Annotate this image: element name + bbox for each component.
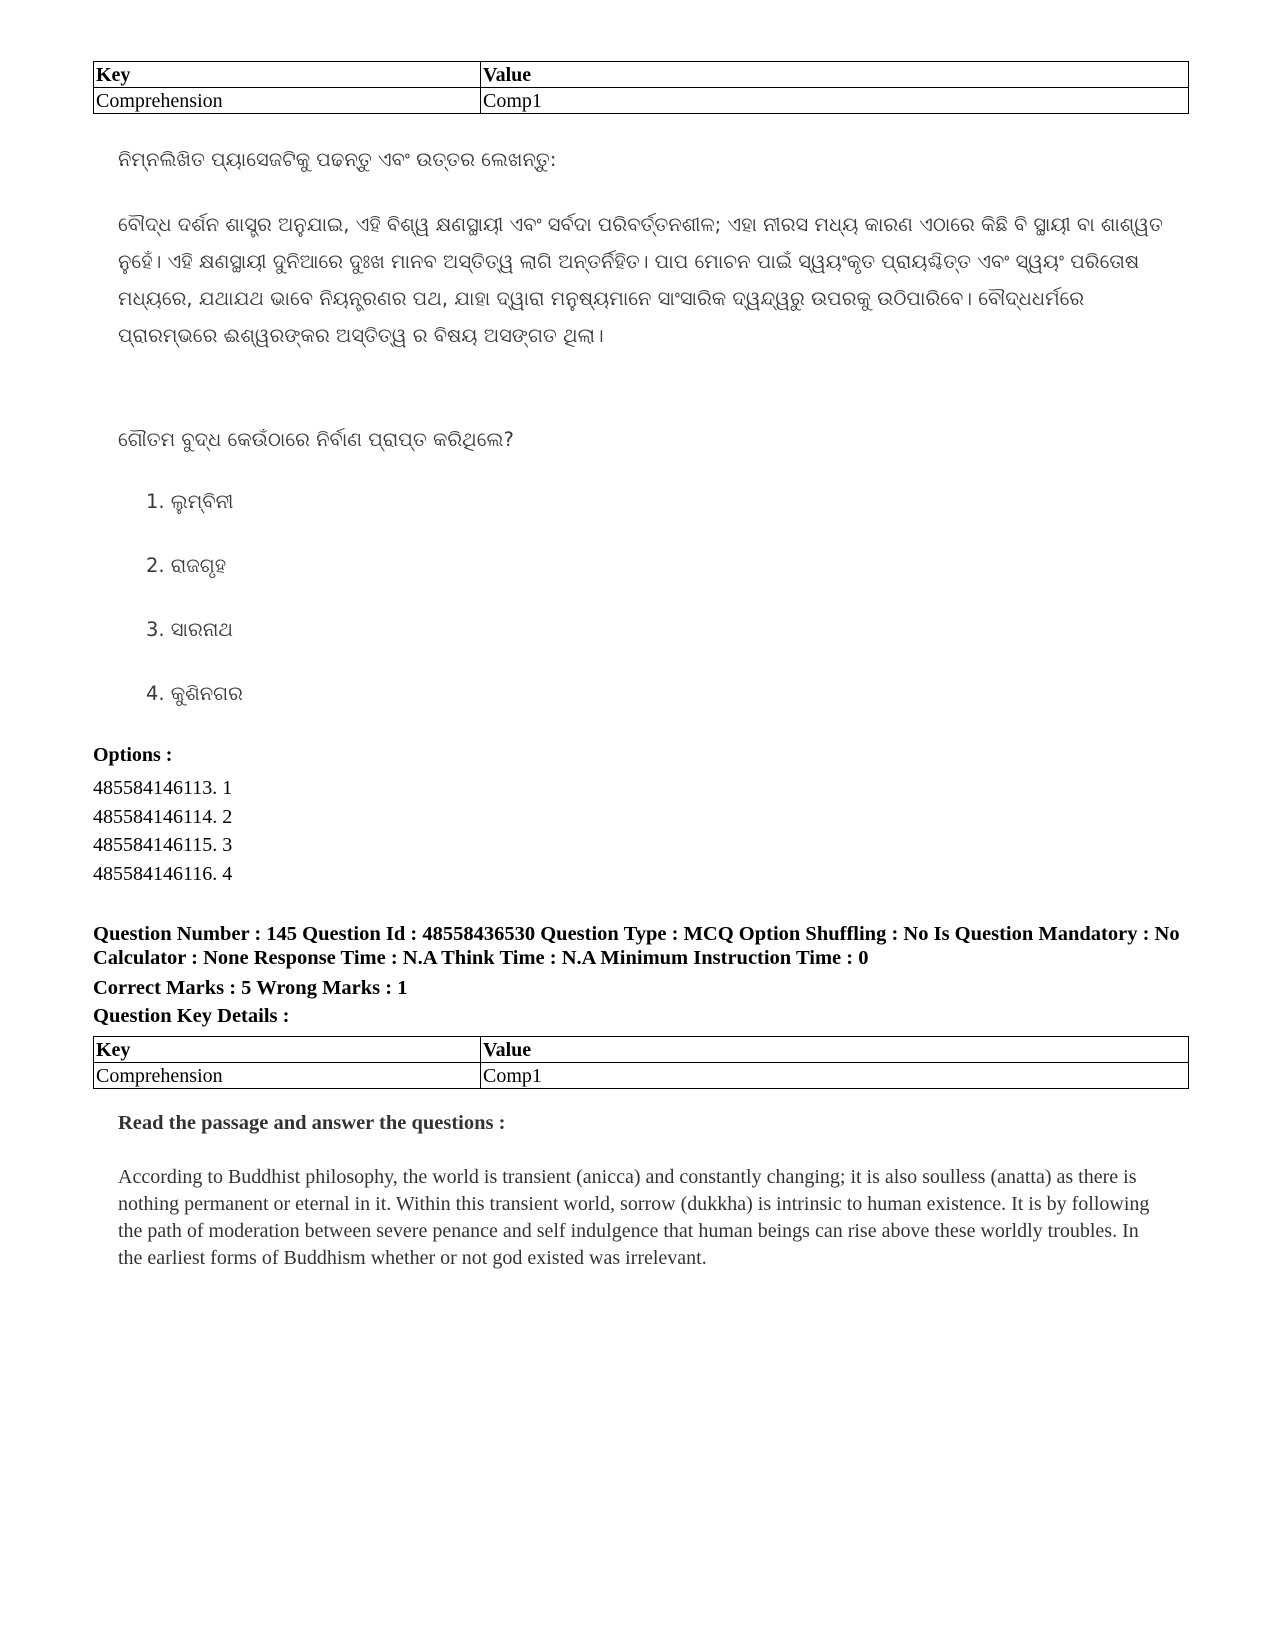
odia-question: ଗୌତମ ବୁଦ୍ଧ କେଉଁଠାରେ ନିର୍ବାଣ ପ୍ରାପ୍ତ କରିଥିଲେ? <box>118 428 514 451</box>
key-value-table-bottom <box>93 1036 1189 1089</box>
table-header-value: Value <box>481 62 1189 88</box>
table-header-key: Key <box>94 62 481 88</box>
odia-option: 1. ଲୁମ୍ବିନୀ <box>146 490 234 513</box>
option-id-item: 485584146113. 1 <box>93 777 233 799</box>
table-cell-key: Comprehension <box>94 1063 481 1089</box>
options-heading: Options : <box>93 744 173 766</box>
table-cell-value: Comp1 <box>481 88 1189 114</box>
marks-info: Correct Marks : 5 Wrong Marks : 1 <box>93 977 408 999</box>
odia-option: 2. ରାଜଗୃହ <box>146 554 227 577</box>
table-header-key: Key <box>94 1037 481 1063</box>
option-id-item: 485584146114. 2 <box>93 805 233 828</box>
odia-option-list <box>146 490 243 746</box>
options-id-list <box>93 774 232 888</box>
table-header-row <box>94 1037 1189 1063</box>
odia-option: 4. କୁଶିନଗର <box>146 682 243 705</box>
key-value-table-top <box>93 61 1189 114</box>
english-passage-heading: Read the passage and answer the questions : <box>118 1112 506 1134</box>
table-header-row <box>94 62 1189 88</box>
question-meta-info: Question Number : 145 Question Id : 48558436530 Question Type : MCQ Option Shuffling : No Is Question Mandatory : No Calculator : None Response Time : N.A Think Time : N.A Minimum Instruction Time : 0 <box>93 923 1180 969</box>
odia-option: 3. ସାରନାଥ <box>146 618 234 641</box>
table-row <box>94 1063 1189 1089</box>
option-id-item: 485584146116. 4 <box>93 862 233 885</box>
table-row <box>94 88 1189 114</box>
odia-passage-intro: ନିମ୍ନଲିଖିତ ପ୍ୟାସେଜଟିକୁ ପଢନ୍ତୁ ଏବଂ ଉତ୍ତର ଲେଖନ୍ତୁ: <box>118 148 557 171</box>
question-key-details-heading: Question Key Details : <box>93 1005 290 1027</box>
table-cell-key: Comprehension <box>94 88 481 114</box>
table-header-value: Value <box>481 1037 1189 1063</box>
odia-passage-text: ବୌଦ୍ଧ ଦର୍ଶନ ଶାସ୍ତ୍ର ଅନୁଯାଇ, ଏହି ବିଶ୍ୱ କ୍ଷଣସ୍ଥାୟୀ ଏବଂ ସର୍ବଦା ପରିବର୍ତ୍ତନଶୀଳ; ଏହା ନୀରସ ମଧ୍ୟ କାରଣ ଏଠାରେ କିଛି ବି ସ୍ଥାୟୀ ବା ଶାଶ୍ୱତ ନୁହେଁ। ଏହି କ୍ଷଣସ୍ଥାୟୀ ଦୁନିଆରେ ଦୁଃଖ ମାନବ ଅସ୍ତିତ୍ୱ ଲାଗି ଅନ୍ତର୍ନିହିତ। ପାପ ମୋଚନ ପାଇଁ ସ୍ୱୟଂକୃତ ପ୍ରାୟଶ୍ଚିତ୍ତ ଏବଂ ସ୍ୱୟଂ ପରିତୋଷ ମଧ୍ୟରେ, ଯଥାଯଥ ଭାବେ ନିୟନ୍ତ୍ରଣର ପଥ, ଯାହା ଦ୍ୱାରା ମନୁଷ୍ୟମାନେ ସାଂସାରିକ ଦ୍ୱନ୍ଦ୍ୱରୁ ଉପରକୁ ଉଠିପାରିବେ। ବୌଦ୍ଧଧର୍ମରେ ପ୍ରାରମ୍ଭରେ ଈଶ୍ୱରଙ୍କର ଅସ୍ତିତ୍ୱ ର ବିଷୟ ଅସଙ୍ଗତ ଥିଲା। <box>118 213 1163 347</box>
english-passage-text: According to Buddhist philosophy, the world is transient (anicca) and constantly changing; it is also soulless (anatta) as there is nothing permanent or eternal in it. Within this transient world, sorrow (dukkha) is intrinsic to human existence. It is by following the path of moderation between severe penance and self indulgence that human beings can rise above these worldly troubles. In the earliest forms of Buddhism whether or not god existed was irrelevant. <box>118 1166 1150 1269</box>
table-cell-value: Comp1 <box>481 1063 1189 1089</box>
option-id-item: 485584146115. 3 <box>93 834 233 856</box>
